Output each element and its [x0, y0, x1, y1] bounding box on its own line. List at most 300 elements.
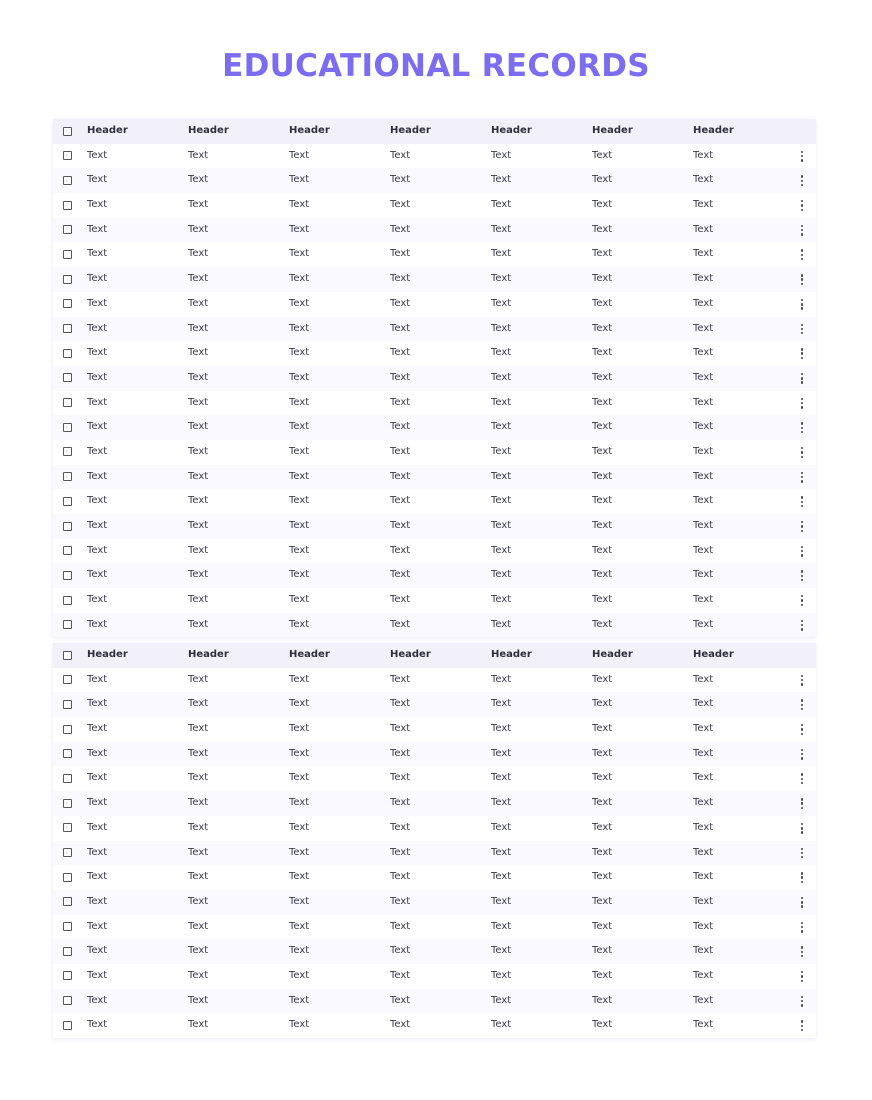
table-cell: Text	[491, 174, 512, 186]
table-cell: Text	[188, 421, 209, 433]
more-options-icon[interactable]	[797, 373, 807, 384]
more-options-icon[interactable]	[797, 1020, 807, 1031]
more-options-icon[interactable]	[797, 620, 807, 631]
table-cell: Text	[390, 297, 411, 309]
table-row[interactable]	[53, 742, 816, 767]
table-cell: Text	[87, 223, 108, 235]
table-cell: Text	[390, 174, 411, 186]
table-cell: Text	[188, 174, 209, 186]
table-cell: Text	[592, 920, 613, 932]
table-cell: Text	[289, 174, 310, 186]
table-cell: Text	[491, 594, 512, 606]
table-cell: Text	[491, 618, 512, 630]
table-cell: Text	[491, 322, 512, 334]
row-checkbox[interactable]	[63, 225, 72, 234]
table-cell: Text	[289, 747, 310, 759]
table-cell: Text	[289, 772, 310, 784]
table-row[interactable]	[53, 841, 816, 866]
table-cell: Text	[87, 594, 108, 606]
row-checkbox[interactable]	[63, 275, 72, 284]
table-cell: Text	[188, 396, 209, 408]
table-cell: Text	[289, 470, 310, 482]
table-cell: Text	[693, 747, 714, 759]
table-cell: Text	[87, 495, 108, 507]
table-cell: Text	[188, 594, 209, 606]
table-cell: Text	[390, 149, 411, 161]
row-checkbox[interactable]	[63, 349, 72, 358]
table-cell: Text	[289, 1019, 310, 1031]
column-header[interactable]: Header	[188, 649, 229, 660]
column-header[interactable]: Header	[289, 649, 330, 660]
table-cell: Text	[390, 618, 411, 630]
table-cell: Text	[87, 618, 108, 630]
more-options-icon[interactable]	[797, 274, 807, 285]
more-options-icon[interactable]	[797, 823, 807, 834]
table-cell: Text	[592, 945, 613, 957]
table-cell: Text	[693, 347, 714, 359]
table-cell: Text	[390, 673, 411, 685]
table-cell: Text	[87, 248, 108, 260]
table-cell: Text	[188, 846, 209, 858]
table-cell: Text	[87, 174, 108, 186]
page-title: EDUCATIONAL RECORDS	[222, 48, 650, 84]
table-row[interactable]	[53, 144, 816, 169]
table-row[interactable]	[53, 865, 816, 890]
table-cell: Text	[592, 223, 613, 235]
column-header[interactable]: Header	[693, 125, 734, 136]
table-row[interactable]	[53, 563, 816, 588]
more-options-icon[interactable]	[797, 249, 807, 260]
more-options-icon[interactable]	[797, 299, 807, 310]
table-row[interactable]	[53, 489, 816, 514]
table-cell: Text	[188, 248, 209, 260]
table-cell: Text	[87, 421, 108, 433]
table-cell: Text	[390, 396, 411, 408]
table-row[interactable]	[53, 366, 816, 391]
more-options-icon[interactable]	[797, 749, 807, 760]
table-row[interactable]	[53, 465, 816, 490]
table-cell: Text	[491, 371, 512, 383]
row-checkbox[interactable]	[63, 774, 72, 783]
row-checkbox[interactable]	[63, 620, 72, 629]
more-options-icon[interactable]	[797, 151, 807, 162]
more-options-icon[interactable]	[797, 570, 807, 581]
table-cell: Text	[491, 698, 512, 710]
more-options-icon[interactable]	[797, 971, 807, 982]
table-cell: Text	[188, 273, 209, 285]
table-cell: Text	[289, 371, 310, 383]
table-cell: Text	[592, 969, 613, 981]
table-cell: Text	[188, 470, 209, 482]
table-cell: Text	[87, 920, 108, 932]
table-row[interactable]	[53, 168, 816, 193]
table-row[interactable]	[53, 218, 816, 243]
table-cell: Text	[87, 698, 108, 710]
table-cell: Text	[87, 895, 108, 907]
row-checkbox[interactable]	[63, 996, 72, 1005]
row-checkbox[interactable]	[63, 299, 72, 308]
table-cell: Text	[289, 994, 310, 1006]
table-cell: Text	[87, 723, 108, 735]
table-cell: Text	[592, 871, 613, 883]
table-cell: Text	[491, 347, 512, 359]
table-cell: Text	[390, 445, 411, 457]
table-row[interactable]	[53, 766, 816, 791]
table-cell: Text	[390, 895, 411, 907]
table-cell: Text	[188, 618, 209, 630]
column-header[interactable]: Header	[491, 649, 532, 660]
table-cell: Text	[491, 895, 512, 907]
table-cell: Text	[390, 347, 411, 359]
table-cell: Text	[289, 618, 310, 630]
table-cell: Text	[491, 1019, 512, 1031]
row-checkbox[interactable]	[63, 472, 72, 481]
table-cell: Text	[87, 396, 108, 408]
table-cell: Text	[289, 569, 310, 581]
row-checkbox[interactable]	[63, 749, 72, 758]
more-options-icon[interactable]	[797, 324, 807, 335]
row-checkbox[interactable]	[63, 947, 72, 956]
table-cell: Text	[491, 920, 512, 932]
table-cell: Text	[289, 273, 310, 285]
table-row[interactable]	[53, 1013, 816, 1038]
more-options-icon[interactable]	[797, 546, 807, 557]
table-row[interactable]	[53, 668, 816, 693]
more-options-icon[interactable]	[797, 922, 807, 933]
row-checkbox[interactable]	[63, 922, 72, 931]
row-checkbox[interactable]	[63, 823, 72, 832]
table-cell: Text	[87, 994, 108, 1006]
row-checkbox[interactable]	[63, 897, 72, 906]
row-checkbox[interactable]	[63, 725, 72, 734]
table-cell: Text	[289, 895, 310, 907]
table-cell: Text	[592, 797, 613, 809]
more-options-icon[interactable]	[797, 996, 807, 1007]
column-header[interactable]: Header	[390, 125, 431, 136]
table-row[interactable]	[53, 193, 816, 218]
table-cell: Text	[289, 396, 310, 408]
more-options-icon[interactable]	[797, 595, 807, 606]
row-checkbox[interactable]	[63, 398, 72, 407]
table-cell: Text	[87, 273, 108, 285]
table-cell: Text	[390, 470, 411, 482]
table-cell: Text	[390, 723, 411, 735]
row-checkbox[interactable]	[63, 873, 72, 882]
table-cell: Text	[592, 594, 613, 606]
table-cell: Text	[188, 544, 209, 556]
more-options-icon[interactable]	[797, 200, 807, 211]
more-options-icon[interactable]	[797, 398, 807, 409]
table-cell: Text	[390, 871, 411, 883]
table-cell: Text	[693, 322, 714, 334]
table-cell: Text	[87, 544, 108, 556]
column-header[interactable]: Header	[289, 125, 330, 136]
table-row[interactable]	[53, 989, 816, 1014]
row-checkbox[interactable]	[63, 571, 72, 580]
row-checkbox[interactable]	[63, 151, 72, 160]
table-cell: Text	[289, 920, 310, 932]
table-cell: Text	[491, 945, 512, 957]
row-checkbox[interactable]	[63, 176, 72, 185]
table-row[interactable]	[53, 341, 816, 366]
table-row[interactable]	[53, 267, 816, 292]
more-options-icon[interactable]	[797, 798, 807, 809]
table-row[interactable]	[53, 588, 816, 613]
table-cell: Text	[188, 223, 209, 235]
more-options-icon[interactable]	[797, 447, 807, 458]
more-options-icon[interactable]	[797, 872, 807, 883]
table-row[interactable]	[53, 816, 816, 841]
table-cell: Text	[693, 920, 714, 932]
table-cell: Text	[491, 846, 512, 858]
table-row[interactable]	[53, 514, 816, 539]
table-cell: Text	[592, 445, 613, 457]
more-options-icon[interactable]	[797, 472, 807, 483]
table-cell: Text	[491, 723, 512, 735]
table-cell: Text	[289, 945, 310, 957]
table-cell: Text	[87, 297, 108, 309]
row-checkbox[interactable]	[63, 250, 72, 259]
table-cell: Text	[289, 520, 310, 531]
table-cell: Text	[491, 994, 512, 1006]
row-checkbox[interactable]	[63, 546, 72, 555]
table-row[interactable]	[53, 692, 816, 717]
table-cell: Text	[188, 673, 209, 685]
table-cell: Text	[289, 871, 310, 883]
table-cell: Text	[188, 821, 209, 833]
more-options-icon[interactable]	[797, 175, 807, 186]
records-table-2	[53, 643, 816, 1038]
table-cell: Text	[188, 920, 209, 932]
table-cell: Text	[693, 520, 714, 531]
more-options-icon[interactable]	[797, 773, 807, 784]
select-all-checkbox[interactable]	[63, 127, 72, 136]
more-options-icon[interactable]	[797, 225, 807, 236]
table-cell: Text	[390, 747, 411, 759]
table-cell: Text	[87, 569, 108, 581]
table-cell: Text	[188, 297, 209, 309]
more-options-icon[interactable]	[797, 946, 807, 957]
table-cell: Text	[188, 495, 209, 507]
table-cell: Text	[592, 421, 613, 433]
table-cell: Text	[693, 421, 714, 433]
table-cell: Text	[390, 797, 411, 809]
table-cell: Text	[592, 673, 613, 685]
table-cell: Text	[289, 223, 310, 235]
table-cell: Text	[693, 273, 714, 285]
table-cell: Text	[188, 698, 209, 710]
table-row[interactable]	[53, 890, 816, 915]
more-options-icon[interactable]	[797, 848, 807, 859]
column-header[interactable]: Header	[592, 125, 633, 136]
table-row[interactable]	[53, 317, 816, 342]
table-row[interactable]	[53, 791, 816, 816]
table-cell: Text	[491, 297, 512, 309]
table-cell: Text	[390, 199, 411, 211]
table-cell: Text	[188, 723, 209, 735]
more-options-icon[interactable]	[797, 675, 807, 686]
row-checkbox[interactable]	[63, 1021, 72, 1030]
row-checkbox[interactable]	[63, 373, 72, 382]
table-cell: Text	[693, 149, 714, 161]
table-cell: Text	[491, 772, 512, 784]
records-table-1	[53, 119, 816, 637]
row-checkbox[interactable]	[63, 700, 72, 709]
table-cell: Text	[289, 797, 310, 809]
table-cell: Text	[188, 895, 209, 907]
table-cell: Text	[491, 495, 512, 507]
column-header[interactable]: Header	[592, 649, 633, 660]
row-checkbox[interactable]	[63, 971, 72, 980]
table-cell: Text	[693, 445, 714, 457]
table-cell: Text	[289, 846, 310, 858]
table-cell: Text	[592, 618, 613, 630]
table-cell: Text	[390, 520, 411, 531]
table-row[interactable]	[53, 613, 816, 638]
table-cell: Text	[289, 445, 310, 457]
table-cell: Text	[188, 797, 209, 809]
table-cell: Text	[693, 569, 714, 581]
table-cell: Text	[592, 747, 613, 759]
table-cell: Text	[592, 495, 613, 507]
table-cell: Text	[87, 871, 108, 883]
table-cell: Text	[188, 969, 209, 981]
table-row[interactable]	[53, 242, 816, 267]
table-cell: Text	[491, 223, 512, 235]
column-header[interactable]: Header	[188, 125, 229, 136]
table-cell: Text	[693, 797, 714, 809]
table-cell: Text	[87, 470, 108, 482]
table-cell: Text	[390, 1019, 411, 1031]
table-cell: Text	[87, 322, 108, 334]
table-cell: Text	[592, 273, 613, 285]
table-cell: Text	[693, 174, 714, 186]
more-options-icon[interactable]	[797, 348, 807, 359]
table-cell: Text	[87, 149, 108, 161]
table-cell: Text	[289, 594, 310, 606]
select-all-checkbox[interactable]	[63, 651, 72, 660]
table-cell: Text	[592, 470, 613, 482]
table-cell: Text	[491, 248, 512, 260]
table-cell: Text	[390, 495, 411, 507]
row-checkbox[interactable]	[63, 447, 72, 456]
table-cell: Text	[491, 797, 512, 809]
table-cell: Text	[87, 747, 108, 759]
column-header[interactable]: Header	[390, 649, 431, 660]
table-cell: Text	[390, 945, 411, 957]
table-row[interactable]	[53, 292, 816, 317]
row-checkbox[interactable]	[63, 799, 72, 808]
more-options-icon[interactable]	[797, 521, 807, 532]
table-cell: Text	[390, 969, 411, 981]
table-row[interactable]	[53, 717, 816, 742]
table-cell: Text	[390, 248, 411, 260]
table-cell: Text	[289, 199, 310, 211]
table-row[interactable]	[53, 539, 816, 564]
row-checkbox[interactable]	[63, 423, 72, 432]
table-cell: Text	[693, 723, 714, 735]
table-cell: Text	[693, 673, 714, 685]
table-cell: Text	[188, 945, 209, 957]
table-cell: Text	[87, 520, 108, 531]
table-cell: Text	[289, 969, 310, 981]
table-cell: Text	[87, 673, 108, 685]
more-options-icon[interactable]	[797, 422, 807, 433]
more-options-icon[interactable]	[797, 724, 807, 735]
table-header-row	[53, 119, 816, 144]
table-cell: Text	[491, 421, 512, 433]
more-options-icon[interactable]	[797, 496, 807, 507]
more-options-icon[interactable]	[797, 699, 807, 710]
row-checkbox[interactable]	[63, 324, 72, 333]
table-cell: Text	[693, 871, 714, 883]
table-cell: Text	[87, 821, 108, 833]
table-cell: Text	[592, 396, 613, 408]
table-cell: Text	[390, 846, 411, 858]
table-cell: Text	[289, 149, 310, 161]
table-cell: Text	[491, 520, 512, 531]
table-cell: Text	[87, 945, 108, 957]
table-cell: Text	[592, 846, 613, 858]
table-row[interactable]	[53, 939, 816, 964]
table-cell: Text	[390, 569, 411, 581]
table-cell: Text	[188, 747, 209, 759]
table-cell: Text	[693, 846, 714, 858]
table-cell: Text	[693, 1019, 714, 1031]
table-cell: Text	[693, 297, 714, 309]
column-header[interactable]: Header	[87, 649, 128, 660]
table-cell: Text	[390, 994, 411, 1006]
table-cell: Text	[592, 149, 613, 161]
row-checkbox[interactable]	[63, 201, 72, 210]
table-cell: Text	[592, 569, 613, 581]
table-cell: Text	[87, 371, 108, 383]
row-checkbox[interactable]	[63, 675, 72, 684]
table-row[interactable]	[53, 964, 816, 989]
table-cell: Text	[390, 421, 411, 433]
row-checkbox[interactable]	[63, 522, 72, 531]
table-cell: Text	[592, 772, 613, 784]
table-cell: Text	[289, 297, 310, 309]
column-header[interactable]: Header	[491, 125, 532, 136]
table-cell: Text	[693, 248, 714, 260]
table-cell: Text	[188, 520, 209, 531]
row-checkbox[interactable]	[63, 596, 72, 605]
table-cell: Text	[188, 322, 209, 334]
row-checkbox[interactable]	[63, 497, 72, 506]
table-cell: Text	[592, 199, 613, 211]
table-cell: Text	[592, 347, 613, 359]
table-cell: Text	[592, 698, 613, 710]
table-cell: Text	[289, 322, 310, 334]
column-header[interactable]: Header	[693, 649, 734, 660]
more-options-icon[interactable]	[797, 897, 807, 908]
table-cell: Text	[693, 594, 714, 606]
table-cell: Text	[289, 673, 310, 685]
table-row[interactable]	[53, 415, 816, 440]
table-cell: Text	[87, 772, 108, 784]
table-cell: Text	[491, 747, 512, 759]
table-cell: Text	[87, 969, 108, 981]
table-cell: Text	[491, 821, 512, 833]
table-row[interactable]	[53, 391, 816, 416]
table-cell: Text	[693, 969, 714, 981]
table-row[interactable]	[53, 915, 816, 940]
table-cell: Text	[693, 618, 714, 630]
row-checkbox[interactable]	[63, 848, 72, 857]
table-row[interactable]	[53, 440, 816, 465]
column-header[interactable]: Header	[87, 125, 128, 136]
